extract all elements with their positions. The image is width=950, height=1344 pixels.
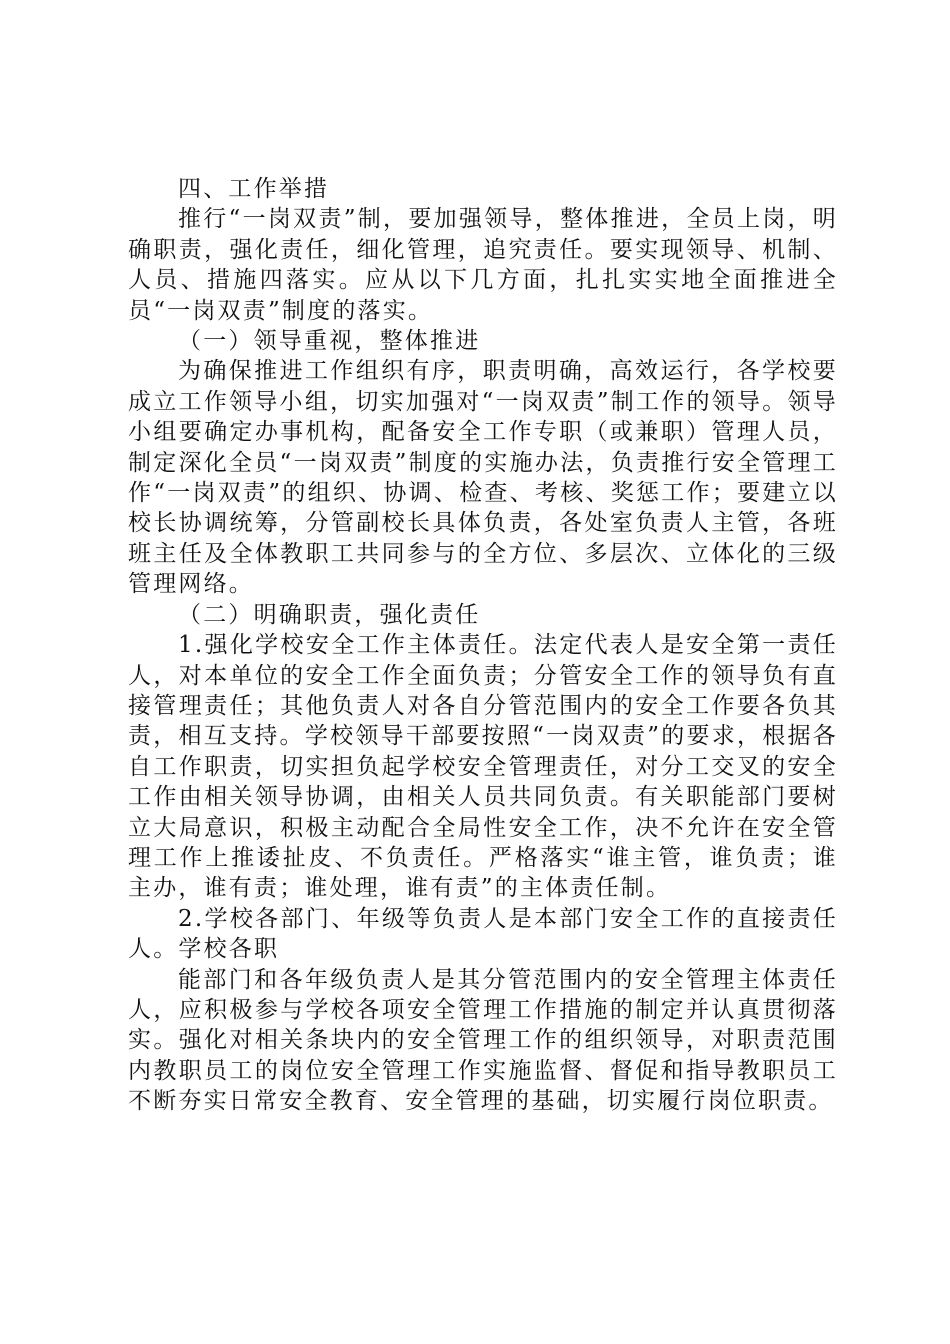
item-2-paragraph: 2.学校各部门、年级等负责人是本部门安全工作的直接责任人。学校各职 <box>128 905 838 963</box>
subsection-1-paragraph: 为确保推进工作组织有序，职责明确，高效运行，各学校要成立工作领导小组，切实加强对“一岗双责”制工作的领导。领导小组要确定办事机构，配备安全工作专职（或兼职）管理人员，制定深化全员“一岗双责”制度的实施办法，负责推行安全管理工作“一岗双责”的组织、协调、检查、考核、奖惩工作；要建立以校长协调统筹，分管副校长具体负责，各处室负责人主管，各班班主任及全体教职工共同参与的全方位、多层次、立体化的三级管理网络。 <box>128 358 838 598</box>
document-body <box>128 174 838 1117</box>
item-2-continued-paragraph: 能部门和各年级负责人是其分管范围内的安全管理主体责任人，应积极参与学校各项安全管理工作措施的制定并认真贯彻落实。强化对相关条块内的安全管理工作的组织领导，对职责范围内教职员工的岗位安全管理工作实施监督、督促和指导教职员工不断夯实日常安全教育、安全管理的基础，切实履行岗位职责。 <box>128 966 838 1115</box>
item-1-paragraph: 1.强化学校安全工作主体责任。法定代表人是安全第一责任人，对本单位的安全工作全面负责；分管安全工作的领导负有直接管理责任；其他负责人对各自分管范围内的安全工作要各负其责，相互支持。学校领导干部要按照“一岗双责”的要求，根据各自工作职责，切实担负起学校安全管理责任，对分工交叉的安全工作由相关领导协调，由相关人员共同负责。有关职能部门要树立大局意识，积极主动配合全局性安全工作，决不允许在安全管理工作上推诿扯皮、不负责任。严格落实“谁主管，谁负责；谁主办，谁有责；谁处理，谁有责”的主体责任制。 <box>128 632 838 902</box>
subsection-2-heading: （二）明确职责，强化责任 <box>178 601 481 628</box>
section-heading: 四、工作举措 <box>178 176 330 202</box>
intro-paragraph: 推行“一岗双责”制，要加强领导，整体推进，全员上岗，明确职责，强化责任，细化管理，追究责任。要实现领导、机制、人员、措施四落实。应从以下几方面，扎扎实实地全面推进全员“一岗双责”制度的落实。 <box>128 206 838 324</box>
subsection-1-heading: （一）领导重视，整体推进 <box>178 328 481 355</box>
